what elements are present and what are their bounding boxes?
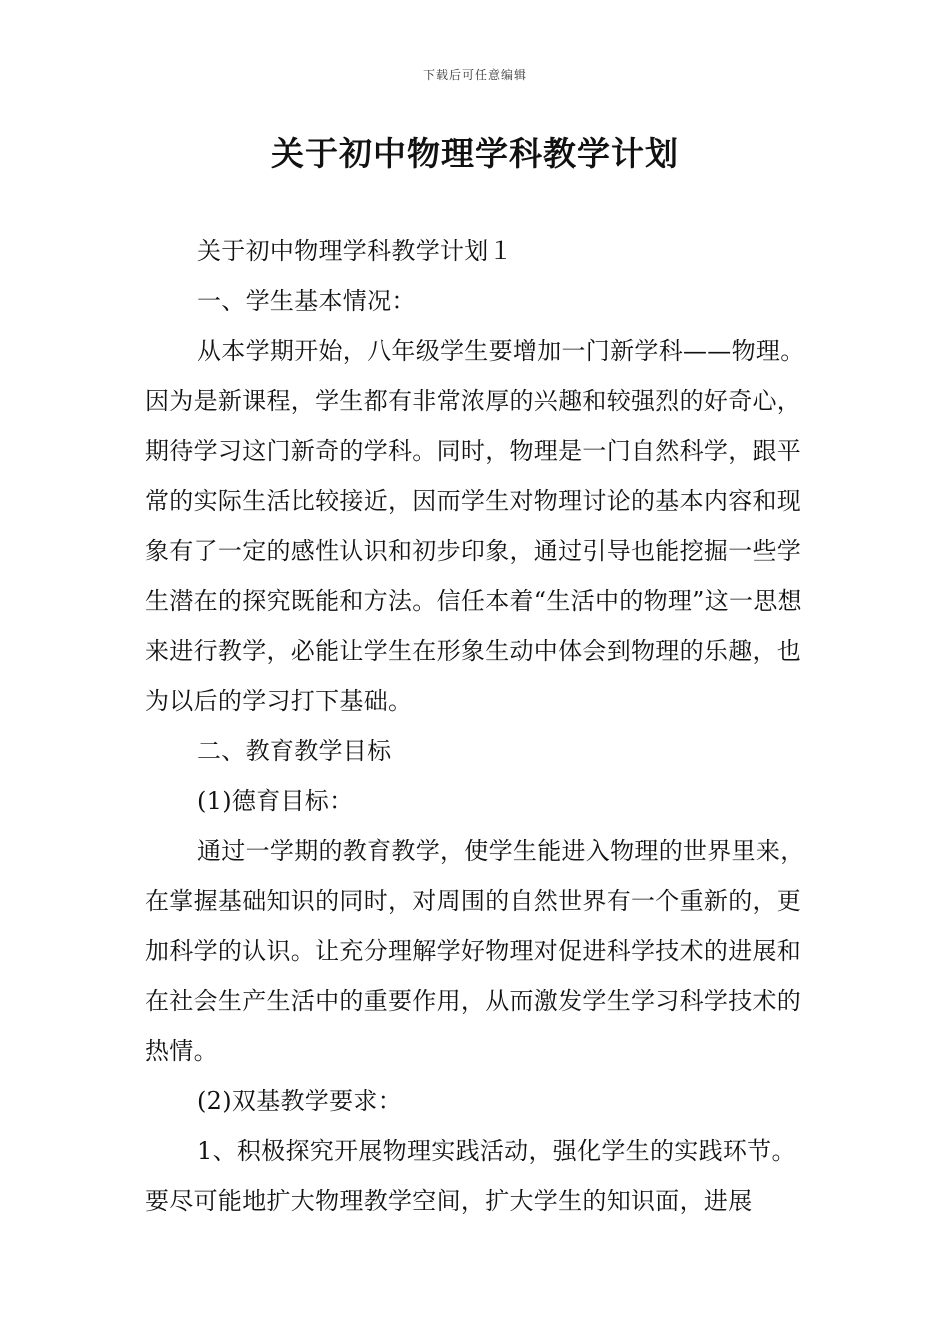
subsection-heading-moral: (1)德育目标：	[197, 787, 354, 815]
body-paragraph: 通过一学期的教育教学，使学生能进入物理的世界里来，在掌握基础知识的同时，对周围的自然世界有一个重新的，更加科学的认识。让充分理解学好物理对促进科学技术的进展和在社会生产生活中的重要作用，从而激发学生学习科学技术的热情。	[145, 837, 805, 1065]
body-paragraph: 从本学期开始，八年级学生要增加一门新学科——物理。因为是新课程，学生都有非常浓厚的兴趣和较强烈的好奇心，期待学习这门新奇的学科。同时，物理是一门自然科学，跟平常的实际生活比较接近，因而学生对物理讨论的基本内容和现象有了一定的感性认识和初步印象，通过引导也能挖掘一些学生潜在的探究既能和方法。信任本着“生活中的物理”这一思想来进行教学，必能让学生在形象生动中体会到物理的乐趣，也为以后的学习打下基础。	[145, 337, 805, 715]
header-note: 下载后可任意编辑	[422, 68, 527, 82]
subsection-heading-basics: (2)双基教学要求：	[197, 1087, 402, 1115]
subtitle-paragraph: 关于初中物理学科教学计划１	[197, 237, 513, 265]
section-heading-goals: 二、教育教学目标	[197, 737, 392, 765]
document-title: 关于初中物理学科教学计划	[271, 134, 679, 173]
section-heading-students: 一、学生基本情况：	[197, 287, 416, 315]
document-body	[145, 226, 810, 1226]
body-paragraph: 1、积极探究开展物理实践活动，强化学生的实践环节。要尽可能地扩大物理教学空间，扩大学生的知识面，进展	[145, 1137, 796, 1215]
